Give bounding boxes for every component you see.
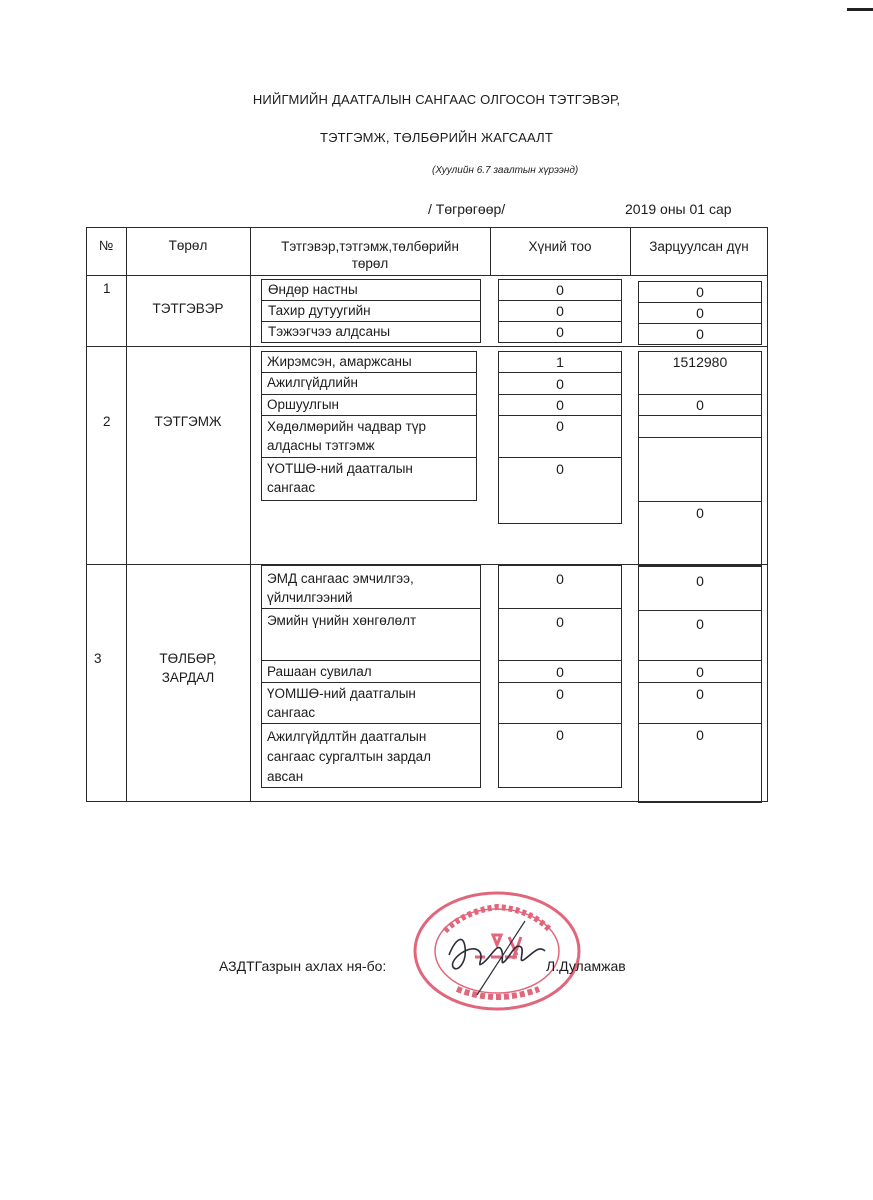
box-divider bbox=[261, 372, 477, 373]
amount-box bbox=[638, 565, 762, 803]
box-divider bbox=[638, 394, 762, 395]
subtype-label: Тэжээгчээ алдсаны bbox=[268, 324, 391, 339]
header-amount: Зарцуулсан дүн bbox=[649, 239, 749, 254]
header-people: Хүний тоо bbox=[528, 239, 592, 254]
group-number: 3 bbox=[94, 651, 102, 666]
box-divider bbox=[638, 660, 762, 661]
group-type: ТӨЛБӨР, bbox=[159, 651, 217, 666]
people-value: 0 bbox=[556, 324, 564, 340]
amount-box bbox=[638, 351, 762, 567]
row-divider bbox=[86, 275, 768, 276]
group-type: ТЭТГЭВЭР bbox=[152, 301, 224, 316]
box-divider bbox=[638, 302, 762, 303]
box-divider bbox=[261, 300, 481, 301]
box-divider bbox=[638, 723, 762, 724]
box-divider bbox=[261, 394, 477, 395]
box-divider bbox=[498, 608, 622, 609]
box-divider bbox=[638, 682, 762, 683]
subtype-label: Ажилгүйдлтйн даатгалын bbox=[267, 729, 427, 744]
currency-note: / Төгрөгөөр/ bbox=[428, 201, 506, 217]
subtype-label: ЭМД сангаас эмчилгээ, bbox=[267, 571, 414, 586]
subtype-label: Рашаан сувилал bbox=[267, 664, 372, 679]
people-value: 0 bbox=[556, 376, 564, 392]
subtype-label: үйлчилгээний bbox=[267, 590, 353, 605]
box-divider bbox=[261, 660, 481, 661]
people-value: 0 bbox=[556, 397, 564, 413]
subtype-label: Ажилгүйдлийн bbox=[267, 375, 358, 390]
title-line-1: НИЙГМИЙН ДААТГАЛЫН САНГААС ОЛГОСОН ТЭТГЭВЭР, bbox=[252, 92, 621, 107]
subtype-label: Тахир дутуугийн bbox=[268, 303, 371, 318]
amount-value: 0 bbox=[696, 326, 704, 342]
amount-value: 0 bbox=[696, 284, 704, 300]
subtype-label: ҮОМШӨ-ний даатгалын bbox=[267, 686, 416, 701]
people-value: 0 bbox=[556, 418, 564, 434]
row-divider bbox=[86, 346, 768, 347]
box-divider bbox=[261, 321, 481, 322]
box-divider bbox=[498, 723, 622, 724]
box-divider bbox=[498, 682, 622, 683]
amount-value: 0 bbox=[696, 616, 704, 632]
title-line-2: ТЭТГЭМЖ, ТӨЛБӨРИЙН ЖАГСААЛТ bbox=[320, 130, 553, 145]
people-value: 0 bbox=[556, 686, 564, 702]
people-value: 1 bbox=[556, 354, 564, 370]
subtype-label: Оршуулгын bbox=[267, 397, 340, 412]
subtype-label: Өндөр настны bbox=[268, 282, 358, 297]
amount-value: 0 bbox=[696, 573, 704, 589]
box-divider bbox=[638, 437, 762, 438]
subtype-label: алдасны тэтгэмж bbox=[267, 438, 375, 453]
group-type: ЗАРДАЛ bbox=[161, 670, 215, 685]
header-subtype-2: төрөл bbox=[351, 256, 389, 271]
people-value: 0 bbox=[556, 571, 564, 587]
box-divider bbox=[261, 608, 481, 609]
people-value: 0 bbox=[556, 664, 564, 680]
subtype-label: Хөдөлмөрийн чадвар түр bbox=[267, 419, 427, 434]
box-divider bbox=[638, 610, 762, 611]
people-value: 0 bbox=[556, 303, 564, 319]
subtype-label: сангаас bbox=[267, 480, 316, 495]
header-no: № bbox=[98, 238, 114, 253]
signatory-name: Л.Дуламжав bbox=[546, 958, 626, 974]
amount-value: 0 bbox=[696, 397, 704, 413]
box-divider bbox=[261, 682, 481, 683]
box-divider bbox=[261, 457, 477, 458]
subtype-label: сангаас сургалтын зардал bbox=[267, 749, 431, 764]
amount-value: 0 bbox=[696, 664, 704, 680]
group-type: ТЭТГЭМЖ bbox=[154, 414, 222, 429]
header-type: Төрөл bbox=[168, 238, 208, 253]
box-divider bbox=[498, 300, 622, 301]
signatory-title: АЗДТГазрын ахлах ня-бо: bbox=[219, 958, 387, 974]
subtype-label: ҮОТШӨ-ний даатгалын bbox=[267, 461, 413, 476]
box-divider bbox=[498, 660, 622, 661]
subtype-label: Жирэмсэн, амаржсаны bbox=[267, 354, 412, 369]
subtype-label: сангаас bbox=[267, 705, 316, 720]
scan-corner-mark bbox=[847, 8, 873, 11]
box-divider bbox=[498, 415, 622, 416]
box-divider bbox=[261, 415, 477, 416]
official-stamp bbox=[405, 885, 585, 1020]
amount-value: 0 bbox=[696, 305, 704, 321]
box-divider bbox=[638, 501, 762, 502]
stamp-icon bbox=[415, 893, 579, 1009]
amount-value: 0 bbox=[696, 686, 704, 702]
box-divider bbox=[498, 394, 622, 395]
amount-value: 0 bbox=[696, 727, 704, 743]
people-value: 0 bbox=[556, 461, 564, 477]
group-number: 2 bbox=[103, 414, 111, 429]
subtype-label: авсан bbox=[267, 769, 304, 784]
people-value: 0 bbox=[556, 282, 564, 298]
box-divider bbox=[638, 415, 762, 416]
subtype-label: Эмийн үнийн хөнгөлөлт bbox=[267, 613, 417, 628]
header-subtype-1: Тэтгэвэр,тэтгэмж,төлбөрийн bbox=[281, 239, 459, 254]
amount-value: 1512980 bbox=[672, 354, 728, 370]
legal-note: (Хуулийн 6.7 заалтын хүрээнд) bbox=[432, 165, 579, 176]
box-divider bbox=[498, 321, 622, 322]
amount-value: 0 bbox=[696, 505, 704, 521]
box-divider bbox=[498, 372, 622, 373]
box-divider bbox=[261, 723, 481, 724]
people-value: 0 bbox=[556, 727, 564, 743]
report-date: 2019 оны 01 сар bbox=[625, 201, 732, 217]
box-divider bbox=[498, 457, 622, 458]
box-divider bbox=[638, 323, 762, 324]
people-value: 0 bbox=[556, 614, 564, 630]
group-number: 1 bbox=[103, 281, 111, 296]
col-divider bbox=[250, 227, 251, 802]
